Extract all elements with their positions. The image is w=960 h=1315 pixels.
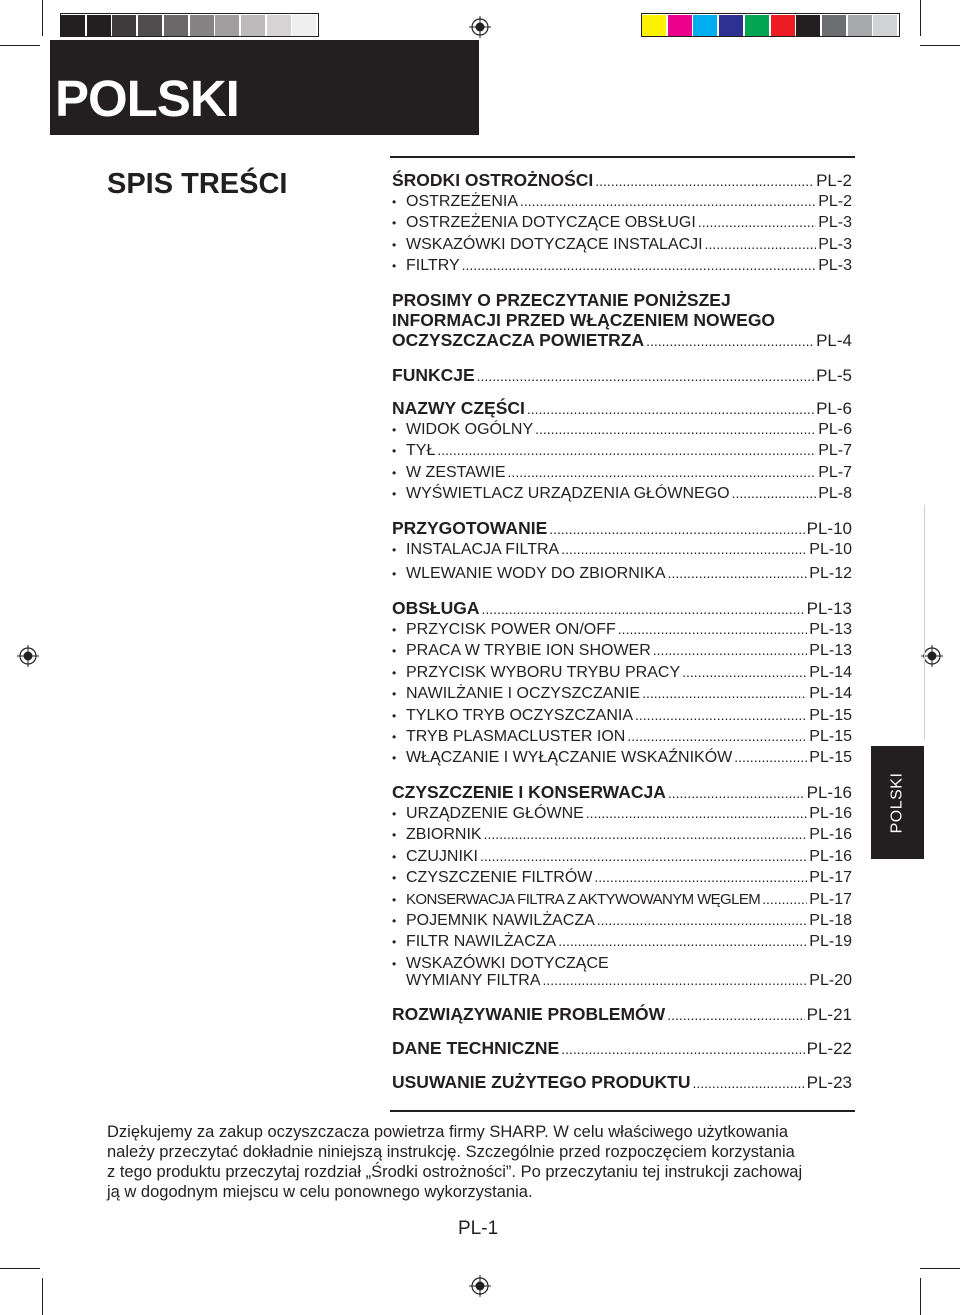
toc-entry-page: PL-15 <box>809 706 852 724</box>
intro-line: należy przeczytać dokładnie niniejszą instrukcję. Szczególnie przed rozpoczęciem korzystania <box>107 1143 795 1161</box>
toc-entry-label: WIDOK OGÓLNY <box>406 421 534 438</box>
color-bar-frame <box>641 13 900 37</box>
dot-leader <box>646 333 814 349</box>
toc-item-row <box>392 933 852 951</box>
toc-entry-label: PRZYCISK POWER ON/OFF <box>406 621 616 638</box>
dot-leader <box>484 826 808 842</box>
toc-entry-label: OSTRZEŻENIA <box>406 193 519 210</box>
toc-entry-label: USUWANIE ZUŻYTEGO PRODUKTU <box>392 1072 691 1092</box>
intro-paragraph <box>107 1122 859 1202</box>
toc-entry-page: PL-7 <box>818 442 852 460</box>
dot-leader <box>549 521 804 537</box>
toc-entry-label: WLEWANIE WODY DO ZBIORNIKA <box>406 565 666 583</box>
bullet-icon: • <box>392 708 397 723</box>
toc-entry-page: PL-10 <box>806 519 852 538</box>
dot-leader <box>668 565 808 581</box>
toc-item-row <box>392 749 852 767</box>
toc-entry-label: CZYSZCZENIE FILTRÓW <box>406 869 593 887</box>
toc-entry-label: ŚRODKI OSTROŻNOŚCI <box>392 170 594 190</box>
toc-item-row <box>392 621 852 639</box>
bullet-icon: • <box>392 849 397 864</box>
dot-leader <box>527 401 814 417</box>
toc-entry-label: ZBIORNIK <box>406 826 482 844</box>
toc-item-row <box>392 707 852 725</box>
toc-item-row <box>392 891 852 909</box>
toc-item-row <box>392 421 852 439</box>
crop-mark <box>920 45 960 46</box>
toc-entry-page: PL-16 <box>806 783 852 802</box>
toc-entry-page: PL-21 <box>806 1005 852 1024</box>
dot-leader <box>682 664 807 680</box>
toc-entry-label: POJEMNIK NAWILŻACZA <box>406 912 595 929</box>
toc-item-row <box>392 664 852 682</box>
bullet-icon: • <box>392 665 397 680</box>
bullet-icon: • <box>392 644 397 659</box>
toc-item-row <box>392 728 852 746</box>
dot-leader <box>732 485 817 501</box>
toc-entry-label: WSKAZÓWKI DOTYCZĄCE INSTALACJI <box>406 235 703 253</box>
toc-entry-page: PL-23 <box>806 1073 852 1092</box>
bullet-icon: • <box>392 730 397 744</box>
toc-item-row <box>392 912 852 930</box>
toc-section-row <box>392 782 852 803</box>
toc-entry-page: PL-22 <box>806 1039 852 1058</box>
toc-entry-page: PL-6 <box>818 421 852 438</box>
toc-section-row <box>392 170 852 191</box>
toc-item-row <box>392 214 852 232</box>
toc-entry-page: PL-17 <box>809 869 852 887</box>
bullet-icon: • <box>392 423 397 437</box>
bullet-icon: • <box>392 465 397 480</box>
bullet-icon: • <box>392 195 397 209</box>
toc-entry-label: FILTRY <box>406 257 460 275</box>
toc-top-rule <box>390 156 855 158</box>
bullet-icon: • <box>392 259 397 274</box>
toc-entry-page: PL-14 <box>809 663 852 681</box>
dot-leader <box>561 541 807 557</box>
toc-entry-page: PL-3 <box>818 257 852 275</box>
toc-section-title-line: INFORMACJI PRZED WŁĄCZENIEM NOWEGO <box>392 310 776 330</box>
dot-leader <box>618 621 808 637</box>
crop-mark <box>920 1278 921 1315</box>
toc-item-row <box>392 972 852 990</box>
toc-entry-page: PL-8 <box>818 485 852 503</box>
registration-mark-icon <box>469 16 491 38</box>
toc-entry-label: PRZYCISK WYBORU TRYBU PRACY <box>406 663 681 681</box>
crop-mark <box>0 1268 40 1269</box>
bullet-icon: • <box>392 687 397 702</box>
dot-leader <box>558 933 807 949</box>
bullet-icon: • <box>392 956 397 971</box>
toc-entry-label: WYMIANY FILTRA <box>406 971 541 989</box>
intro-line: Dziękujemy za zakup oczyszczacza powietrza firmy SHARP. W celu właściwego użytkowania <box>107 1123 789 1141</box>
dot-leader <box>642 685 807 701</box>
dot-leader <box>482 601 805 617</box>
bullet-icon: • <box>392 807 397 821</box>
toc-entry-label: PRZYGOTOWANIE <box>392 518 548 538</box>
toc-entry-page: PL-3 <box>818 235 852 253</box>
gray-bar-frame <box>60 13 319 37</box>
dot-leader <box>653 642 808 658</box>
toc-entry-label: WŁĄCZANIE I WYŁĄCZANIE WSKAŹNIKÓW <box>406 749 733 767</box>
dot-leader <box>543 972 808 988</box>
dot-leader <box>586 805 808 821</box>
dot-leader <box>762 891 807 907</box>
crop-mark <box>920 0 921 36</box>
bullet-icon: • <box>392 914 397 928</box>
toc-item-row <box>392 869 852 887</box>
dot-leader <box>595 173 814 189</box>
toc-entry-label: TRYB PLASMACLUSTER ION <box>406 728 626 745</box>
toc-entry-label: OCZYSZCZACZA POWIETRZA <box>392 330 645 350</box>
dot-leader <box>462 257 817 273</box>
toc-item-row <box>392 565 852 583</box>
toc-item-row <box>392 685 852 703</box>
toc-item-row <box>392 805 852 823</box>
bullet-icon: • <box>392 935 397 950</box>
toc-section-row <box>392 1038 852 1059</box>
toc-section-row <box>392 518 852 539</box>
dot-leader <box>561 1041 804 1057</box>
bullet-icon: • <box>392 567 397 582</box>
dot-leader <box>692 1075 804 1091</box>
dot-leader <box>734 749 807 765</box>
toc-entry-page: PL-19 <box>809 933 852 951</box>
toc-item-row <box>392 193 852 211</box>
toc-entry-label: TYŁ <box>406 442 436 460</box>
toc-entry-label: CZUJNIKI <box>406 847 478 865</box>
crop-mark <box>920 1268 960 1269</box>
toc-entry-label: ROZWIĄZYWANIE PROBLEMÓW <box>392 1004 666 1024</box>
toc-entry-page: PL-13 <box>806 599 852 618</box>
toc-entry-page: PL-10 <box>809 541 852 558</box>
toc-section-row <box>392 398 852 419</box>
dot-leader <box>597 912 808 928</box>
registration-mark-icon <box>17 645 39 667</box>
toc-entry-page: PL-15 <box>809 728 852 745</box>
toc-section-row <box>392 1004 852 1025</box>
toc-section-row <box>392 598 852 619</box>
toc-entry-label: FILTR NAWILŻACZA <box>406 933 557 951</box>
dot-leader <box>477 368 814 384</box>
page-number: PL-1 <box>458 1218 499 1239</box>
toc-entry-page: PL-16 <box>809 826 852 844</box>
toc-entry-page: PL-5 <box>816 366 852 385</box>
dot-leader <box>667 1007 804 1023</box>
toc-item-row <box>392 642 852 660</box>
toc-entry-page: PL-6 <box>816 399 852 418</box>
crop-mark <box>0 45 40 46</box>
intro-line: ją w dogodnym miejscu w celu ponownego wykorzystania. <box>107 1183 533 1201</box>
dot-leader <box>535 421 816 437</box>
toc-item-row <box>392 236 852 254</box>
dot-leader <box>480 848 807 864</box>
bullet-icon: • <box>392 216 397 231</box>
dot-leader <box>627 728 807 744</box>
bullet-icon: • <box>392 487 397 502</box>
toc-section-row <box>392 1072 852 1093</box>
toc-entry-label: NAZWY CZĘŚCI <box>392 398 525 418</box>
toc-item-row <box>392 485 852 503</box>
toc-entry-label: W ZESTAWIE <box>406 463 506 481</box>
bullet-icon: • <box>392 871 397 886</box>
intro-line: z tego produktu przeczytaj rozdział „Środki ostrożności”. Po przeczytaniu tej instrukcji zachowaj <box>107 1163 803 1181</box>
toc-section-title-line: PROSIMY O PRZECZYTANIE PONIŻSZEJ <box>392 290 731 310</box>
bullet-icon: • <box>392 444 397 459</box>
toc-entry-label: KONSERWACJA FILTRA Z AKTYWOWANYM WĘGLEM <box>406 890 761 908</box>
toc-entry-label: PRACA W TRYBIE ION SHOWER <box>406 642 651 660</box>
crop-mark <box>42 0 43 36</box>
toc-entry-label: WYŚWIETLACZ URZĄDZENIA GŁÓWNEGO <box>406 485 730 503</box>
toc-entry-label: URZĄDZENIE GŁÓWNE <box>406 805 584 822</box>
toc-heading: SPIS TREŚCI <box>107 168 288 200</box>
bullet-icon: • <box>392 751 397 766</box>
toc-entry-page: PL-20 <box>809 971 852 989</box>
toc-item-row <box>392 541 852 559</box>
bullet-icon: • <box>392 828 397 843</box>
toc-entry-label: INSTALACJA FILTRA <box>406 541 560 558</box>
toc-item-row <box>392 848 852 866</box>
toc-entry-label: OBSŁUGA <box>392 598 480 618</box>
bullet-icon: • <box>392 543 397 557</box>
toc-entry-label: FUNKCJE <box>392 365 475 385</box>
toc-entry-label: NAWILŻANIE I OCZYSZCZANIE <box>406 685 641 703</box>
toc-entry-page: PL-13 <box>809 621 852 638</box>
toc-entry-label: TYLKO TRYB OCZYSZCZANIA <box>406 706 634 724</box>
dot-leader <box>437 442 816 458</box>
language-title: POLSKI <box>55 70 239 127</box>
toc-entry-page: PL-15 <box>809 749 852 767</box>
toc-entry-label: DANE TECHNICZNE <box>392 1038 560 1058</box>
toc-bottom-rule <box>390 1110 855 1112</box>
dot-leader <box>698 214 816 230</box>
toc-item-row <box>392 826 852 844</box>
toc-entry-page: PL-17 <box>809 890 852 908</box>
toc-entry-page: PL-2 <box>818 193 852 210</box>
toc-entry-page: PL-12 <box>809 565 852 583</box>
toc-entry-page: PL-16 <box>809 847 852 865</box>
bullet-icon: • <box>392 892 397 907</box>
toc-entry-label: OSTRZEŻENIA DOTYCZĄCE OBSŁUGI <box>406 214 696 232</box>
bullet-icon: • <box>392 237 397 252</box>
dot-leader <box>705 236 817 252</box>
toc-entry-page: PL-3 <box>818 214 852 232</box>
registration-mark-icon <box>469 1275 491 1297</box>
toc-entry-page: PL-16 <box>809 805 852 822</box>
gutter-line <box>924 505 925 740</box>
toc-entry-label: CZYSZCZENIE I KONSERWACJA <box>392 782 666 802</box>
toc-section-row <box>392 365 852 386</box>
toc-entry-page: PL-7 <box>818 463 852 481</box>
toc-entry-page: PL-4 <box>816 331 852 350</box>
toc-entry-page: PL-18 <box>809 912 852 929</box>
toc-entry-page: PL-2 <box>816 171 852 190</box>
dot-leader <box>508 464 817 480</box>
toc-item-row <box>392 955 852 973</box>
toc-section-row <box>392 330 852 351</box>
bullet-icon: • <box>392 623 397 637</box>
toc-entry-page: PL-13 <box>809 642 852 660</box>
toc-item-row <box>392 442 852 460</box>
dot-leader <box>635 707 807 723</box>
side-tab-label: POLSKI <box>888 772 906 833</box>
crop-mark <box>42 1278 43 1315</box>
dot-leader <box>520 193 816 209</box>
toc-item-row <box>392 257 852 275</box>
toc-item-row <box>392 464 852 482</box>
dot-leader <box>594 869 807 885</box>
toc-entry-page: PL-14 <box>809 685 852 703</box>
dot-leader <box>668 785 805 801</box>
toc-entry-label: WSKAZÓWKI DOTYCZĄCE <box>406 954 609 972</box>
